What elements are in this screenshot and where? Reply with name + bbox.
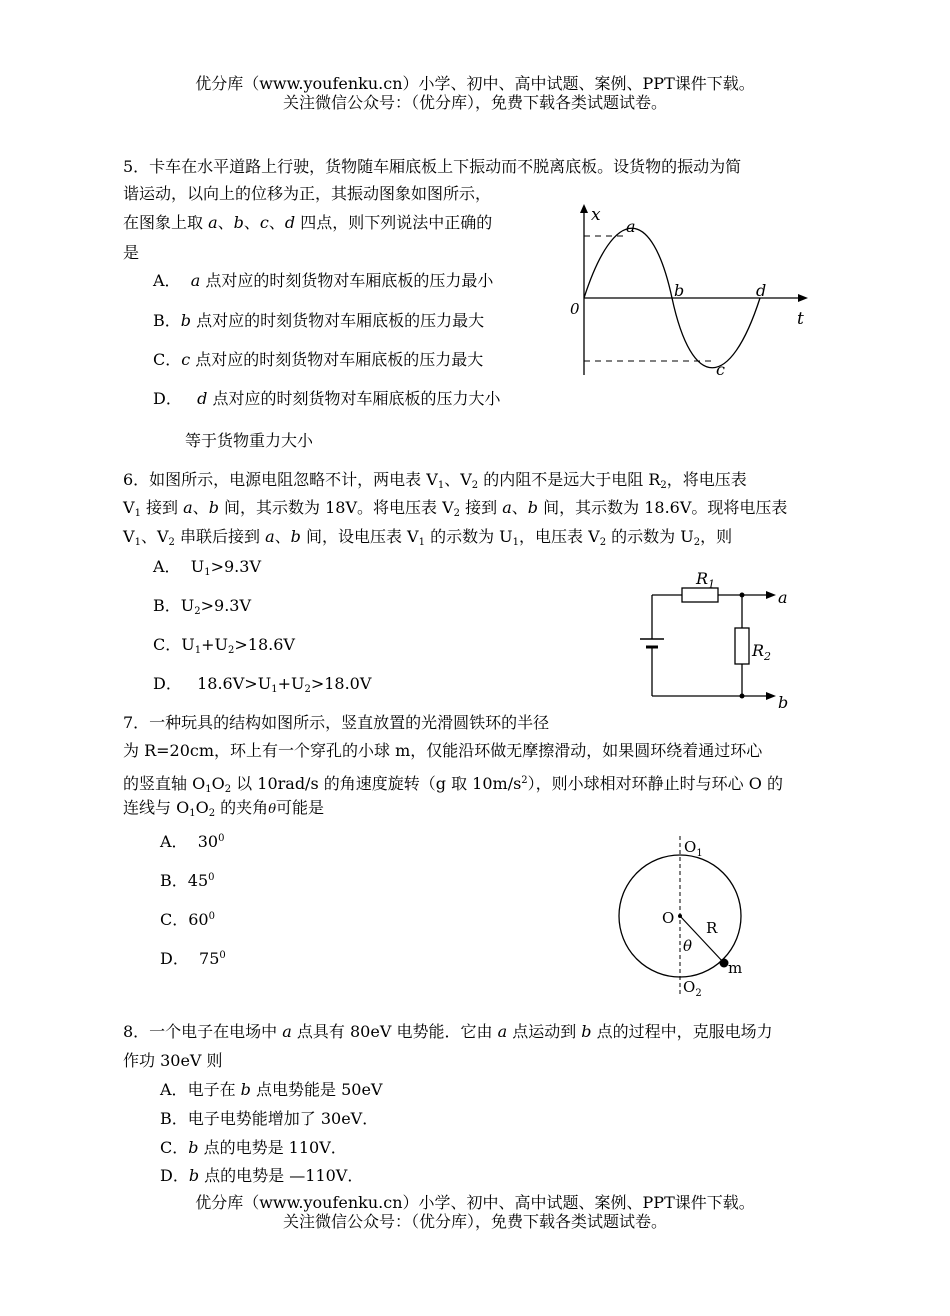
- q6-terminal-b: b: [778, 693, 789, 712]
- q7-label-o2: $O_2$: [683, 978, 702, 999]
- q5-option-d: D． d 点对应的时刻货物对车厢底板的压力大小: [153, 389, 501, 408]
- q7-option-d: D． $75^0$: [160, 949, 226, 968]
- q8-option-c: C．b 点的电势是 110V．: [160, 1138, 347, 1157]
- q7-label-r: R: [706, 919, 718, 937]
- q7-stem-line-1: 7．一种玩具的结构如图所示，竖直放置的光滑圆铁环的半径: [123, 713, 550, 732]
- q7-center-dot: [678, 914, 682, 918]
- q7-label-m: m: [728, 959, 743, 977]
- q5-x-axis-label: x: [591, 205, 601, 225]
- q8-option-d: D．b 点的电势是 —110V．: [160, 1166, 364, 1185]
- q5-origin-label: 0: [570, 300, 580, 318]
- q5-point-d: d: [756, 281, 767, 300]
- q7-option-b: B．$45^0$: [160, 871, 215, 890]
- q7-stem-line-2: 为 R=20cm，环上有一个穿孔的小球 m，仅能沿环做无摩擦滑动，如果圆环绕着通过环心: [123, 741, 763, 760]
- q8-stem-line-2: 作功 30eV 则: [123, 1051, 223, 1070]
- footer-line-1: 优分库（www.youfenku.cn）小学、初中、高中试题、案例、PPT课件下载。: [195, 1193, 755, 1212]
- q5-option-a: A． a 点对应的时刻货物对车厢底板的压力最小: [153, 271, 494, 290]
- q5-x-axis-arrow: [580, 204, 588, 213]
- q6-terminal-a: a: [778, 588, 788, 607]
- q7-label-theta: θ: [683, 937, 693, 955]
- q6-circuit-diagram: [630, 560, 810, 715]
- q6-label-r1: $R_1$: [696, 569, 716, 591]
- q5-option-d-continued: 等于货物重力大小: [185, 431, 314, 450]
- q5-point-c: c: [716, 360, 725, 379]
- q8-option-a: A．电子在 b 点电势能是 50eV: [160, 1080, 383, 1099]
- q5-point-a: a: [626, 217, 636, 236]
- q6-stem-line-3: $V_1$、$V_2$ 串联后接到 a、b 间，设电压表 $V_1$ 的示数为 $U_1$，电压表 $V_2$ 的示数为 $U_2$，则: [123, 527, 733, 548]
- q7-option-c: C．$60^0$: [160, 910, 215, 929]
- header-line-1: 优分库（www.youfenku.cn）小学、初中、高中试题、案例、PPT课件下载。: [195, 74, 755, 93]
- q7-ring-figure: [610, 830, 780, 1005]
- q5-point-b: b: [674, 281, 685, 300]
- q7-stem-line-4: 连线与 $O_1O_2$ 的夹角θ可能是: [123, 798, 325, 819]
- q6-option-c: C．$U_1+U_2>18.6V$: [153, 635, 295, 656]
- q6-option-b: B．$U_2>9.3V$: [153, 596, 252, 617]
- q6-option-a: A． $U_1>9.3V$: [153, 557, 261, 578]
- q5-stem-line-4: 是: [123, 243, 140, 262]
- q8-option-b: B．电子电势能增加了 30eV．: [160, 1109, 379, 1128]
- q5-option-b: B．b 点对应的时刻货物对车厢底板的压力最大: [153, 311, 485, 330]
- q6-label-r2: $R_2$: [752, 641, 772, 663]
- q5-stem-line-2: 谐运动，以向上的位移为正，其振动图象如图所示，: [123, 184, 492, 203]
- q5-stem-line-1: 5．卡车在水平道路上行驶，货物随车厢底板上下振动而不脱离底板。设货物的振动为简: [123, 157, 742, 176]
- q7-label-o1: $O_1$: [684, 838, 703, 859]
- q8-stem-line-1: 8．一个电子在电场中 a 点具有 80eV 电势能．它由 a 点运动到 b 点的过程中，克服电场力: [123, 1022, 773, 1041]
- q6-stem-line-2: $V_1$ 接到 a、b 间，其示数为 18V。将电压表 $V_2$ 接到 a、b 间，其示数为 18.6V。现将电压表: [123, 498, 788, 519]
- q7-option-a: A． $30^0$: [160, 832, 225, 851]
- q7-stem-line-3: 的竖直轴 $O_1O_2$ 以 10rad/s 的角速度旋转（g 取 $10m/s^2$），则小球相对环静止时与环心 O 的: [123, 774, 783, 795]
- q5-stem-line-3: 在图象上取 a、b、c、d 四点，则下列说法中正确的: [123, 213, 493, 232]
- q5-t-axis-arrow: [798, 294, 808, 302]
- header-line-2: 关注微信公众号：（优分库），免费下载各类试题试卷。: [282, 93, 667, 112]
- footer-line-2: 关注微信公众号：（优分库），免费下载各类试题试卷。: [282, 1212, 667, 1231]
- q5-vibration-graph: [560, 200, 820, 390]
- q6-stem-line-1: 6．如图所示，电源电阻忽略不计，两电表 $V_1$、$V_2$ 的内阻不是远大于电阻 $R_2$，将电压表: [123, 470, 747, 491]
- q5-option-c: C．c 点对应的时刻货物对车厢底板的压力最大: [153, 350, 484, 369]
- q7-label-o: O: [662, 909, 675, 927]
- q6-option-d: D． $18.6V>U_1+U_2>18.0V$: [153, 674, 372, 695]
- q5-t-axis-label: t: [797, 309, 804, 329]
- q6-resistor-r2: [735, 628, 749, 664]
